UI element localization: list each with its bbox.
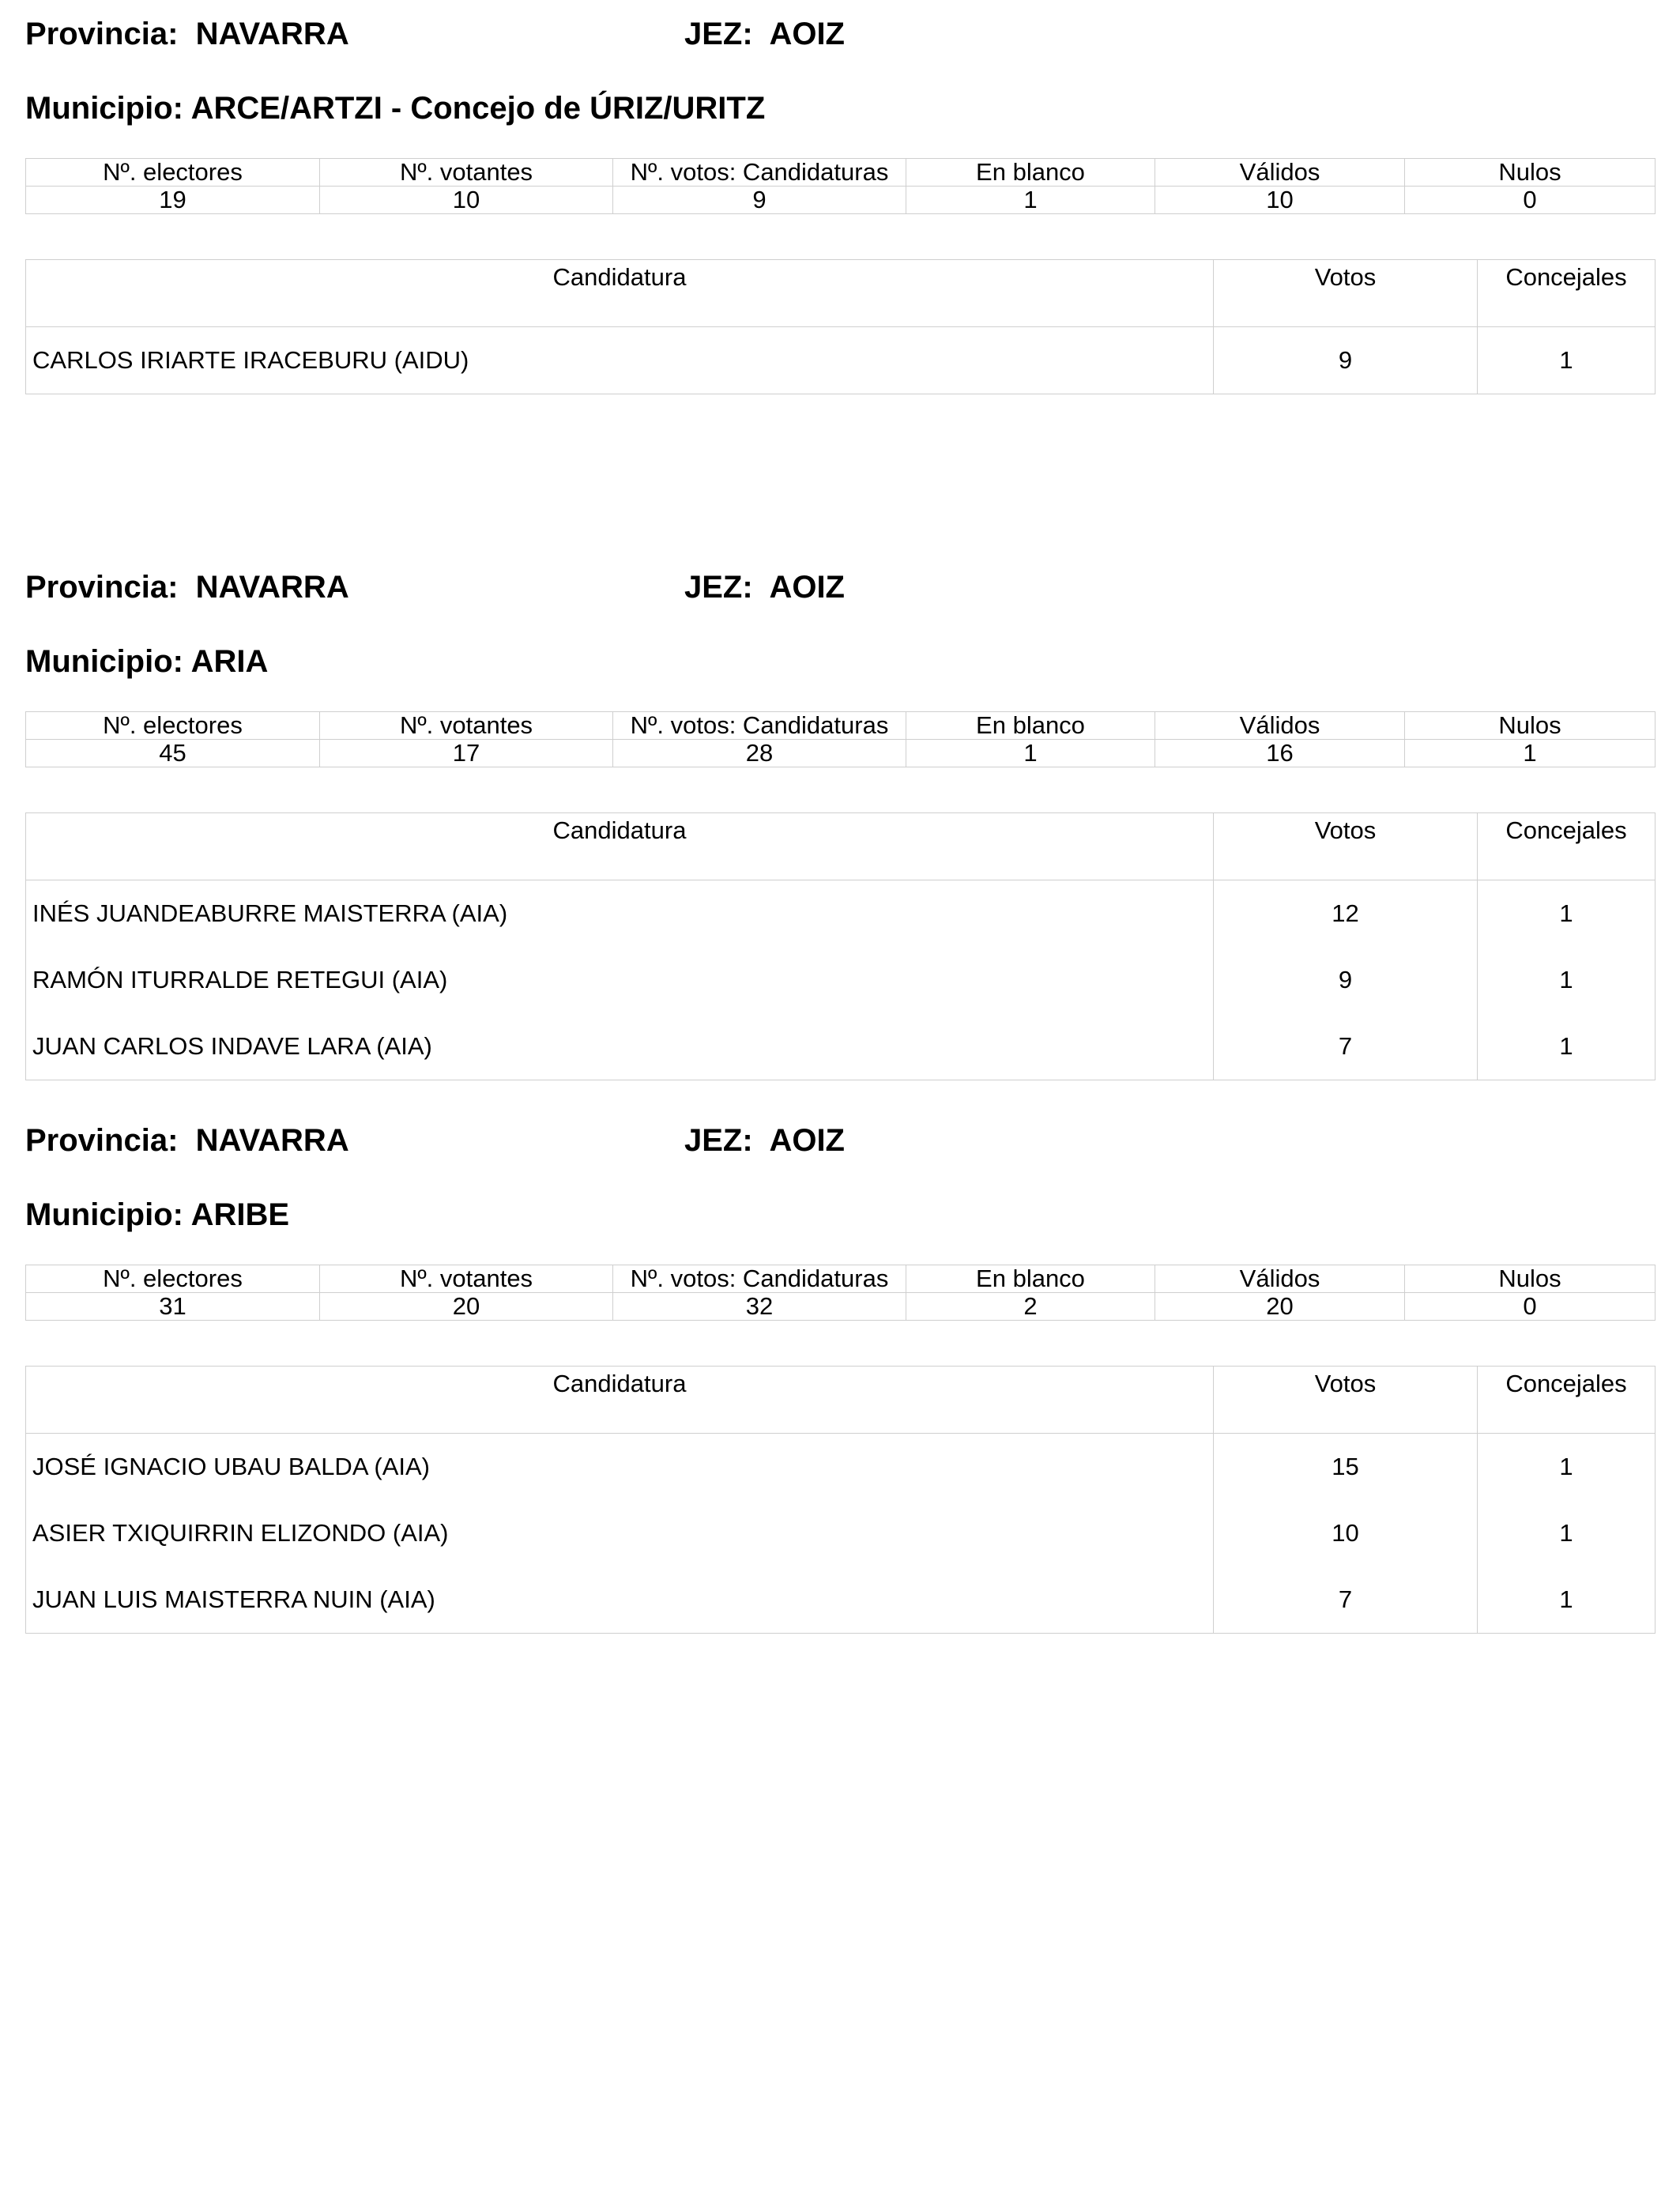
candidate-name: JUAN CARLOS INDAVE LARA (AIA) [26, 1013, 1214, 1080]
header-votantes: Nº. votantes [320, 712, 613, 740]
stats-table [25, 158, 1656, 214]
candidate-votos: 15 [1214, 1434, 1478, 1501]
candidate-concejales: 1 [1478, 1566, 1656, 1634]
value-votos-candidaturas: 28 [613, 740, 906, 767]
candidate-concejales: 1 [1478, 1434, 1656, 1501]
candidates-table [25, 1366, 1656, 1634]
jez-heading [684, 16, 845, 52]
value-votantes: 17 [320, 740, 613, 767]
header-votos-candidaturas: Nº. votos: Candidaturas [613, 712, 906, 740]
candidate-votos: 12 [1214, 880, 1478, 948]
stats-header-row [26, 159, 1656, 187]
candidates-header-row [26, 260, 1656, 327]
candidates-table [25, 812, 1656, 1080]
municipio-heading [25, 1197, 289, 1233]
jez-label: JEZ: [684, 17, 753, 51]
header-validos: Válidos [1155, 1265, 1405, 1293]
header-votos: Votos [1214, 813, 1478, 880]
municipio-heading [25, 90, 765, 126]
stats-value-row [26, 187, 1656, 214]
header-nulos: Nulos [1405, 712, 1656, 740]
candidate-name: JUAN LUIS MAISTERRA NUIN (AIA) [26, 1566, 1214, 1634]
candidates-header-row [26, 813, 1656, 880]
header-en-blanco: En blanco [906, 712, 1155, 740]
header-votos: Votos [1214, 260, 1478, 327]
provincia-label: Provincia: [25, 570, 179, 605]
candidate-votos: 9 [1214, 327, 1478, 394]
header-electores: Nº. electores [26, 712, 320, 740]
candidate-row [26, 1500, 1656, 1566]
candidate-concejales: 1 [1478, 880, 1656, 948]
header-candidatura: Candidatura [26, 1367, 1214, 1434]
header-nulos: Nulos [1405, 1265, 1656, 1293]
value-validos: 20 [1155, 1293, 1405, 1321]
jez-value: AOIZ [769, 17, 845, 51]
candidate-row [26, 1013, 1656, 1080]
provincia-heading [25, 569, 349, 605]
header-electores: Nº. electores [26, 1265, 320, 1293]
stats-value-row [26, 740, 1656, 767]
header-votantes: Nº. votantes [320, 1265, 613, 1293]
candidate-row [26, 1566, 1656, 1634]
candidate-name: INÉS JUANDEABURRE MAISTERRA (AIA) [26, 880, 1214, 948]
stats-header-row [26, 712, 1656, 740]
candidate-concejales: 1 [1478, 947, 1656, 1013]
header-candidatura: Candidatura [26, 260, 1214, 327]
stats-table [25, 711, 1656, 767]
candidate-votos: 10 [1214, 1500, 1478, 1566]
jez-label: JEZ: [684, 1123, 753, 1158]
jez-heading [684, 569, 845, 605]
value-votos-candidaturas: 32 [613, 1293, 906, 1321]
header-candidatura: Candidatura [26, 813, 1214, 880]
candidate-votos: 7 [1214, 1013, 1478, 1080]
provincia-value: NAVARRA [195, 17, 349, 51]
header-concejales: Concejales [1478, 260, 1656, 327]
municipio-value: ARIBE [190, 1197, 290, 1232]
stats-header-row [26, 1265, 1656, 1293]
candidate-votos: 9 [1214, 947, 1478, 1013]
value-nulos: 0 [1405, 1293, 1656, 1321]
header-nulos: Nulos [1405, 159, 1656, 187]
provincia-label: Provincia: [25, 17, 179, 51]
value-votantes: 20 [320, 1293, 613, 1321]
candidate-name: RAMÓN ITURRALDE RETEGUI (AIA) [26, 947, 1214, 1013]
value-en-blanco: 1 [906, 740, 1155, 767]
value-electores: 31 [26, 1293, 320, 1321]
header-votos-candidaturas: Nº. votos: Candidaturas [613, 159, 906, 187]
header-electores: Nº. electores [26, 159, 320, 187]
value-validos: 10 [1155, 187, 1405, 214]
header-votos: Votos [1214, 1367, 1478, 1434]
value-electores: 45 [26, 740, 320, 767]
jez-heading [684, 1122, 845, 1159]
municipio-label: Municipio: [25, 1197, 183, 1232]
value-votantes: 10 [320, 187, 613, 214]
municipio-value: ARIA [190, 644, 269, 679]
provincia-value: NAVARRA [195, 1123, 349, 1158]
stats-value-row [26, 1293, 1656, 1321]
header-votantes: Nº. votantes [320, 159, 613, 187]
header-en-blanco: En blanco [906, 159, 1155, 187]
provincia-value: NAVARRA [195, 570, 349, 605]
value-validos: 16 [1155, 740, 1405, 767]
jez-label: JEZ: [684, 570, 753, 605]
value-nulos: 1 [1405, 740, 1656, 767]
candidate-row [26, 327, 1656, 394]
municipio-label: Municipio: [25, 644, 183, 679]
candidate-concejales: 1 [1478, 1013, 1656, 1080]
municipio-label: Municipio: [25, 91, 183, 126]
candidate-row [26, 947, 1656, 1013]
municipio-heading [25, 643, 268, 680]
jez-value: AOIZ [769, 570, 845, 605]
header-votos-candidaturas: Nº. votos: Candidaturas [613, 1265, 906, 1293]
candidate-votos: 7 [1214, 1566, 1478, 1634]
value-en-blanco: 2 [906, 1293, 1155, 1321]
header-en-blanco: En blanco [906, 1265, 1155, 1293]
value-nulos: 0 [1405, 187, 1656, 214]
candidate-row [26, 880, 1656, 948]
candidate-name: JOSÉ IGNACIO UBAU BALDA (AIA) [26, 1434, 1214, 1501]
value-electores: 19 [26, 187, 320, 214]
header-validos: Válidos [1155, 159, 1405, 187]
header-concejales: Concejales [1478, 813, 1656, 880]
provincia-heading [25, 1122, 349, 1159]
value-en-blanco: 1 [906, 187, 1155, 214]
header-validos: Válidos [1155, 712, 1405, 740]
candidate-name: CARLOS IRIARTE IRACEBURU (AIDU) [26, 327, 1214, 394]
candidate-row [26, 1434, 1656, 1501]
value-votos-candidaturas: 9 [613, 187, 906, 214]
candidate-name: ASIER TXIQUIRRIN ELIZONDO (AIA) [26, 1500, 1214, 1566]
provincia-label: Provincia: [25, 1123, 179, 1158]
candidates-header-row [26, 1367, 1656, 1434]
jez-value: AOIZ [769, 1123, 845, 1158]
provincia-heading [25, 16, 349, 52]
candidates-table [25, 259, 1656, 394]
header-concejales: Concejales [1478, 1367, 1656, 1434]
stats-table [25, 1265, 1656, 1321]
candidate-concejales: 1 [1478, 1500, 1656, 1566]
municipio-value: ARCE/ARTZI - Concejo de ÚRIZ/URITZ [190, 91, 766, 126]
candidate-concejales: 1 [1478, 327, 1656, 394]
